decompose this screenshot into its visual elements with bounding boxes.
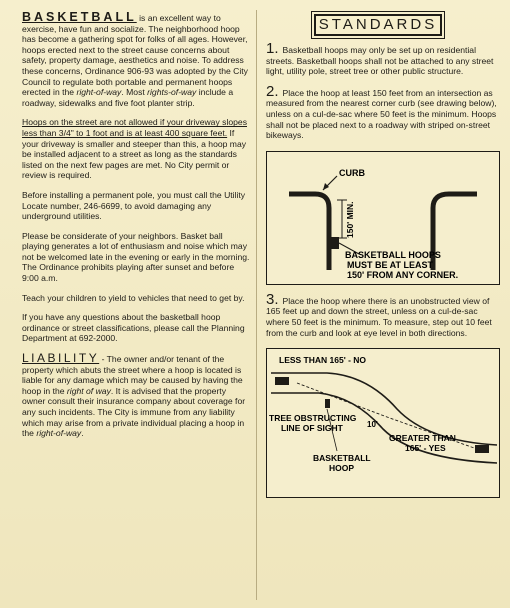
basketball-heading: BASKETBALL [22,10,137,24]
right-column [266,12,498,498]
intro-paragraph: BASKETBALL is an excellent way to exercise, have fun and socialize. The neighborhood hoop has become a gathering spot for folks of all ages. However, hoops erected next to the street cause concerns about safety, property damage, aesthetics and noise. To address these concerns, Ordinance 906-93 was adopted by the City Council to regulate both portable and permanent hoops erected in the right-of-way. Most rights-of-way include a roadway, sidewalks and five foot planter strip. [22,10,248,108]
car-right-icon [475,445,489,453]
hoop-marker-icon [325,399,330,408]
driveway-paragraph: Hoops on the street are not allowed if your driveway slopes less than 3/4" to 1 foot and is at least 400 square feet. If your driveway is smaller and steeper than this, a hoop may be installed adjacent to a street as long as the standards listed on the next few pages are met. No City permit or review is required. [22,117,247,181]
teach-paragraph: Teach your children to yield to vehicles that need to get by. [22,292,245,303]
ten-foot-label: 10' [367,420,378,430]
corner-distance-drawing [267,152,499,284]
utility-paragraph: Before installing a permanent pole, you must call the Utility Locate number, 246-6699, to avoid damaging any underground utilities. [22,189,246,222]
left-column [22,12,250,448]
less-than-label: LESS THAN 165' - NO [279,355,367,366]
hoop-marker-icon [331,237,339,249]
curb-label: CURB [339,167,365,178]
hoop-rule-line-1: BASKETBALL HOOPS [345,249,441,260]
corner-distance-diagram [266,151,500,285]
road-edge-top [271,373,497,445]
considerate-paragraph: Please be considerate of your neighbors. Basket ball playing generates a lot of enthusiasm and noise which may not be welcomed late in the evening or early in the morning. The Ordinance prohibits playing after sunset and before 9:00 a.m. [22,230,250,284]
left-curb-line [289,194,329,270]
tree-label-line-2: LINE OF SIGHT [281,423,343,434]
line-of-sight-drawing [267,349,499,497]
questions-paragraph: If you have any questions about the basketball hoop ordinance or street classifications, please call the Planning Department at 692-2000. [22,312,245,344]
distance-label: 150' MIN. [345,201,355,238]
standard-item-2: 2. Place the hoop at least 150 feet from an intersection as measured from the nearest corner curb (see drawing below), unless on a cul-de-sac where 50 feet is the minimum. Hoops shall not be placed next to a roadway with striped on-street bikeways. [266,82,497,141]
standard-item-1: 1. Basketball hoops may only be set up on residential streets. Basketball hoops shall not be attached to any street light, utility pole, street tree or other public structure. [266,40,494,77]
greater-than-line-2: 165' - YES [405,443,446,454]
standards-title: STANDARDS [314,14,442,36]
greater-than-line-1: GREATER THAN [389,433,456,444]
line-of-sight-diagram [266,348,500,498]
standard-item-3: 3. Place the hoop where there is an unobstructed view of 165 feet up and down the street, unless on a cul-de-sac where 50 feet is the minimum. To measure, step out 10 feet from the curb and look at eye level in both directions. [266,290,492,338]
hoop-rule-line-2: MUST BE AT LEAST [347,259,433,270]
column-divider [256,10,257,600]
curb-arrowhead [323,183,329,190]
hoop-rule-line-3: 150' FROM ANY CORNER. [347,269,459,280]
liability-paragraph: LIABILITY - The owner and/or tenant of the property which abuts the street where a hoop is located is liable for any damage which may be caused by having the hoop in the right of way. It is advised that the property owner consult their insurance company about coverage for any such incidents. The City is immune from any liability which may arise from a private individual placing a hoop in the right-of-way. [22,351,246,439]
hoop-label-line-2: HOOP [329,463,355,474]
hoop-label-line-1: BASKETBALL [313,453,371,464]
car-left-icon [275,377,289,385]
liability-heading: LIABILITY [22,351,100,366]
tree-label-line-1: TREE OBSTRUCTING [269,413,357,424]
